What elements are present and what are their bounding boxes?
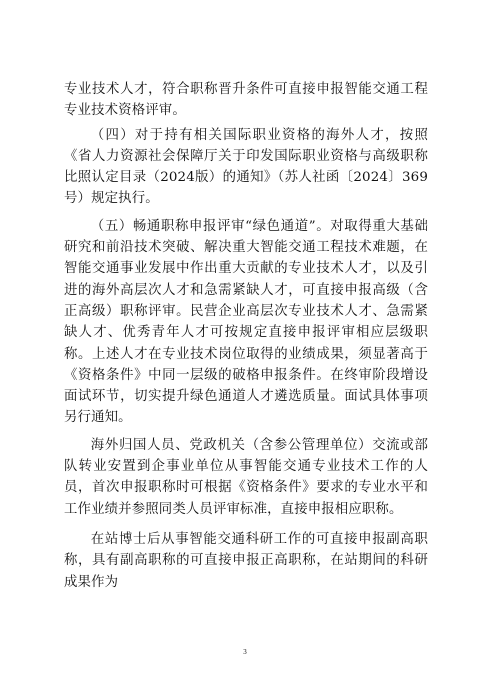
page-number: 3 bbox=[243, 648, 247, 656]
paragraph-item-4: （四）对于持有相关国际职业资格的海外人才，按照《省人力资源社会保障厅关于印发国际职业资格与高级职称比照认定目录（2024版）的通知》（苏人社函〔2024〕369号）规定执行。 bbox=[64, 127, 428, 207]
paragraph-item-5: （五）畅通职称申报评审“绿色通道”。对取得重大基础研究和前沿技术突破、解决重大智能交通工程技术难题，在智能交通事业发展中作出重大贡献的专业技术人才，以及引进的海外高层次人才和急需紧缺人才，可直接申报高级（含正高级）职称评审。民营企业高层次专业技术人才、急需紧缺人才、优秀青年人才可按规定直接申报评审相应层级职称。上述人才在专业技术岗位取得的业绩成果，须显著高于《资格条件》中同一层级的破格申报条件。在终审阶段增设面试环节，切实提升绿色通道人才遴选质量。面试具体事项另行通知。 bbox=[64, 218, 428, 426]
paragraph-postdoc: 在站博士后从事智能交通科研工作的可直接申报副高职称，具有副高职称的可直接申报正高职称，在站期间的科研成果作为 bbox=[64, 531, 428, 590]
document-body bbox=[64, 79, 428, 593]
paragraph-overseas-military: 海外归国人员、党政机关（含参公管理单位）交流或部队转业安置到企事业单位从事智能交通专业技术工作的人员，首次申报职称时可根据《资格条件》要求的专业水平和工作业绩并参照同类人员评审标准，直接申报相应职称。 bbox=[64, 437, 428, 517]
paragraph-continuation: 专业技术人才，符合职称晋升条件可直接申报智能交通工程专业技术资格评审。 bbox=[64, 82, 428, 119]
